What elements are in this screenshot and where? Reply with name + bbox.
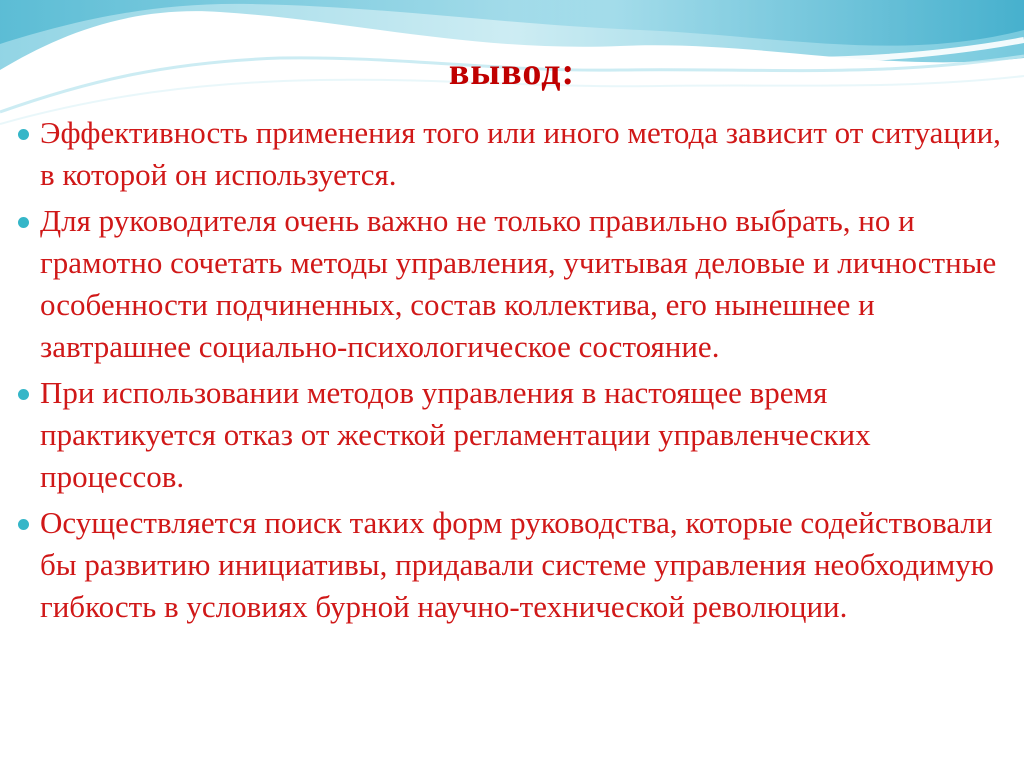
bullet-text: Осуществляется поиск таких форм руководства, которые содействовали бы развитию инициативы, придавали системе управления необходимую гибкость в условиях бурной научно-технической революции. — [40, 505, 994, 624]
bullet-icon — [18, 389, 29, 400]
bullet-text: Эффективность применения того или иного метода зависит от ситуации, в которой он используется. — [40, 115, 1001, 192]
bullet-icon — [18, 129, 29, 140]
bullet-text: Для руководителя очень важно не только правильно выбрать, но и грамотно сочетать методы управления, учитывая деловые и личностные особенности подчиненных, состав коллектива, его нынешнее и завтрашнее социально-психологическое состояние. — [40, 203, 997, 364]
list-item — [16, 200, 1006, 368]
bullet-icon — [18, 217, 29, 228]
list-item — [16, 502, 1006, 628]
bullet-list — [16, 112, 1006, 632]
slide-title: вывод: — [448, 51, 576, 93]
bullet-icon — [18, 519, 29, 530]
bullet-text: При использовании методов управления в настоящее время практикуется отказ от жесткой регламентации управленческих процессов. — [40, 375, 871, 494]
list-item — [16, 372, 1006, 498]
list-item — [16, 112, 1006, 196]
